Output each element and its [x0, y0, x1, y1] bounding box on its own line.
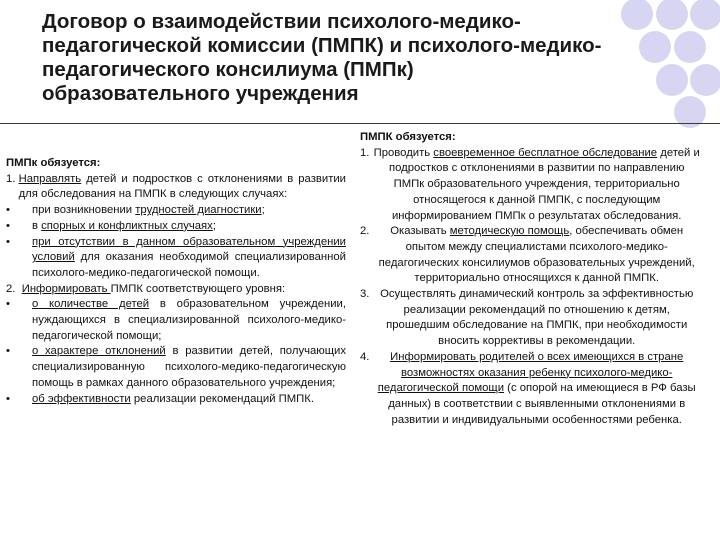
- decor-circle: [690, 64, 720, 96]
- item-pre: Осуществлять динамический контроль за эффективностью реализации рекомендаций по отношению к детям, прошедшим обследование на ПМПК, при необходимости вносить коррективы в рекомендации.: [380, 288, 694, 348]
- bullet: •: [6, 204, 10, 217]
- decor-circle: [656, 0, 688, 30]
- underlined-term: Информировать родителей о всех имеющихся в стране возможностях оказания ребенку психолого-медико-педагогической помощи: [377, 350, 684, 395]
- item-body: детей и подростков с отклонениями в развитии для обследования на ПМПК в следующих случаях:: [18, 172, 346, 201]
- item-text: [369, 350, 700, 429]
- decor-circle: [639, 31, 671, 63]
- bullet-post: ;: [261, 204, 265, 217]
- underlined-term: своевременное бесплатное обследование: [433, 146, 658, 159]
- item-post: детей и подростков с отклонениями в развитии по направлению ПМПк образовательного учреждения, территориально относящегося к данной ПМПК, с последующим информированием ПМПк о результатах обследования.: [388, 146, 700, 222]
- decor-circle: [674, 31, 706, 63]
- item-text: [369, 224, 700, 287]
- bullet-text: [32, 203, 346, 219]
- right-item-4: [360, 350, 700, 429]
- bullet-post: в развитии детей, получающих специализированную психолого-медико-педагогическую помощь в рамках данного образовательного учреждения;: [32, 345, 346, 389]
- list-item: [6, 219, 346, 235]
- list-item: [6, 235, 346, 282]
- item-number: 1.: [6, 172, 19, 185]
- right-heading: ПМПК обязуется:: [360, 131, 456, 143]
- page-title: Договор о взаимодействии психолого-медико-педагогической комиссии (ПМПК) и психолого-медико-педагогического консилиума (ПМПк) образовательного учреждения: [42, 10, 602, 105]
- item-text: [369, 146, 700, 225]
- bullet: •: [6, 298, 10, 311]
- bullet-text: [32, 392, 346, 408]
- bullet-post: ;: [212, 219, 216, 232]
- item-pre: Проводить: [373, 146, 434, 159]
- decor-circle: [690, 0, 720, 30]
- right-item-1: [360, 146, 700, 225]
- underlined-term: при отсутствии в данном образовательном учреждении условий: [32, 235, 346, 264]
- underlined-term: Информировать: [21, 282, 111, 295]
- underlined-term: о характере отклонений: [32, 345, 166, 358]
- decor-circle: [656, 64, 688, 96]
- bullet: •: [6, 219, 10, 232]
- list-item: [6, 297, 346, 344]
- bullet-text: [32, 235, 346, 282]
- bullet: •: [6, 392, 10, 405]
- list-item: [6, 392, 346, 408]
- bullet-post: реализации рекомендаций ПМПК.: [130, 392, 315, 405]
- item-number: 2.: [6, 282, 22, 295]
- item-number: 3.: [360, 288, 370, 301]
- item-number: 4.: [360, 350, 370, 363]
- bullet: •: [6, 345, 10, 358]
- bullet-text: [32, 344, 346, 391]
- bullet-text: [32, 219, 346, 235]
- bullet-post: для оказания необходимой специализированной психолого-медико-педагогической помощи.: [32, 251, 346, 279]
- item-post: , обеспечивать обмен опытом между специалистами психолого-медико-педагогических консилиумов образовательных учреждений, территориально относящихся к данной ПМПК.: [378, 225, 695, 285]
- right-item-3: [360, 287, 700, 350]
- bullet: •: [6, 235, 10, 248]
- bullet-post: в образовательном учреждении, нуждающихся в специализированной психолого-медико-педагогической помощи;: [32, 298, 346, 342]
- list-item: [6, 344, 346, 391]
- item-number: 1.: [360, 146, 370, 159]
- item-body: ПМПК соответствующего уровня:: [110, 282, 286, 295]
- item-number: 2.: [360, 225, 370, 238]
- underlined-term: Направлять: [18, 172, 82, 185]
- right-column: [360, 130, 700, 428]
- item-post: (с опорой на имеющиеся в РФ базы данных) в соответствии с выявленными отклонениями в развитии и индивидуальными особенностями ребенка.: [388, 382, 696, 426]
- list-item: [6, 203, 346, 219]
- underlined-term: о количестве детей: [32, 298, 150, 311]
- left-item-2: [6, 282, 346, 298]
- bullet-pre: в: [32, 219, 42, 232]
- bullet-pre: при возникновении: [32, 204, 136, 217]
- left-column: [6, 156, 346, 407]
- item-text: [19, 172, 346, 203]
- item-pre: Оказывать: [390, 225, 450, 238]
- underlined-term: об эффективности: [32, 392, 131, 405]
- left-heading: ПМПк обязуется:: [6, 157, 101, 169]
- right-item-2: [360, 224, 700, 287]
- left-item-1: [6, 172, 346, 203]
- title-divider: [0, 123, 720, 124]
- item-text: [22, 282, 346, 298]
- bullet-text: [32, 297, 346, 344]
- underlined-term: трудностей диагностики: [135, 204, 262, 217]
- item-text: [369, 287, 700, 350]
- underlined-term: спорных и конфликтных случаях: [41, 219, 213, 232]
- underlined-term: методическую помощь: [449, 225, 570, 238]
- decor-circle: [621, 0, 653, 30]
